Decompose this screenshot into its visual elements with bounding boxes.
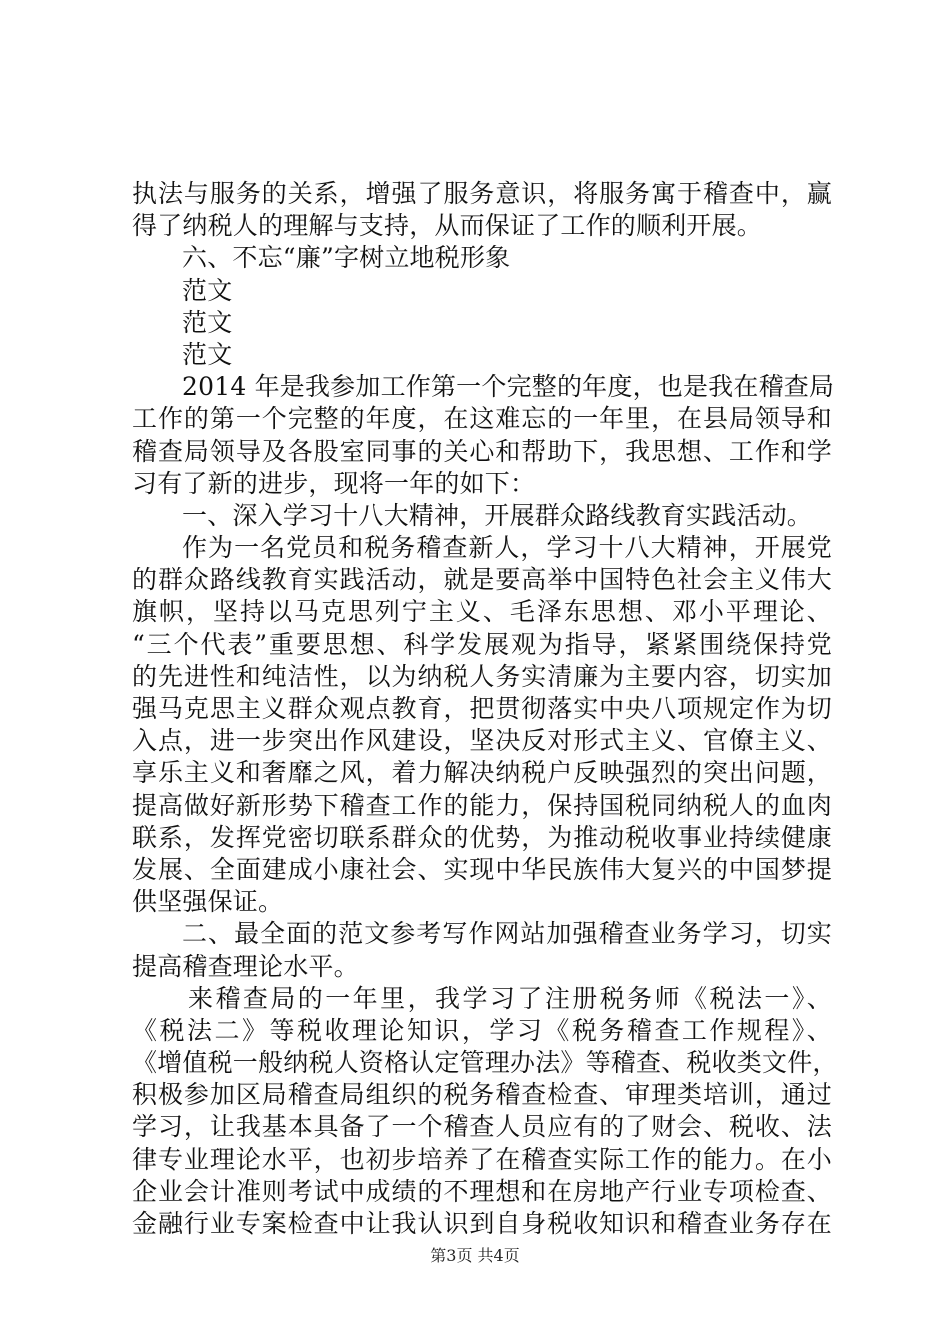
page-footer: 第3页 共4页	[430, 1246, 520, 1265]
text-line: 执法与服务的关系，增强了服务意识，将服务寓于稽查中，赢	[132, 179, 832, 208]
text-line: 范文	[182, 307, 233, 337]
body-text	[132, 178, 838, 1240]
text-line: 来稽查局的一年里，我学习了注册税务师《税法一》、	[188, 983, 832, 1013]
text-line: “三个代表”重要思想、科学发展观为指导，紧紧围绕保持党	[132, 629, 832, 659]
text-line: 律专业理论水平，也初步培养了在稽查实际工作的能力。在小	[132, 1144, 832, 1174]
text-line: 旗帜，坚持以马克思列宁主义、毛泽东思想、邓小平理论、	[132, 597, 832, 627]
text-line: 强马克思主义群众观点教育，把贯彻落实中央八项规定作为切	[132, 694, 832, 723]
text-line: 范文	[182, 339, 233, 369]
text-line: 提高稽查理论水平。	[132, 951, 359, 981]
text-line: 金融行业专案检查中让我认识到自身税收知识和稽查业务存在	[132, 1209, 832, 1238]
text-line: 享乐主义和奢靡之风，着力解决纳税户反映强烈的突出问题，	[132, 758, 832, 788]
text-line: 二、最全面的范文参考写作网站加强稽查业务学习，切实	[182, 919, 832, 949]
text-line: 联系，发挥党密切联系群众的优势，为推动税收事业持续健康	[132, 822, 832, 852]
text-line: 发展、全面建成小康社会、实现中华民族伟大复兴的中国梦提	[132, 854, 832, 884]
text-line: 工作的第一个完整的年度，在这难忘的一年里，在县局领导和	[132, 404, 832, 434]
text-line: 积极参加区局稽查局组织的税务稽查检查、审理类培训，通过	[132, 1080, 832, 1110]
text-line: 企业会计准则考试中成绩的不理想和在房地产行业专项检查、	[132, 1176, 832, 1206]
text-line: 得了纳税人的理解与支持，从而保证了工作的顺利开展。	[132, 211, 763, 241]
text-line: 《增值税一般纳税人资格认定管理办法》等稽查、税收类文件，	[132, 1048, 838, 1078]
text-line: 2014 年是我参加工作第一个完整的年度，也是我在稽查局	[182, 372, 835, 402]
text-line: 供坚强保证。	[132, 887, 284, 917]
text-line: 稽查局领导及各股室同事的关心和帮助下，我思想、工作和学	[132, 436, 832, 466]
text-line: 习有了新的进步，现将一年的如下：	[132, 468, 536, 498]
text-line: 提高做好新形势下稽查工作的能力，保持国税同纳税人的血肉	[132, 790, 832, 820]
text-line: 作为一名党员和税务稽查新人，学习十八大精神，开展党	[182, 533, 832, 563]
text-line: 入点，进一步突出作风建设，坚决反对形式主义、官僚主义、	[132, 726, 832, 756]
text-line: 学习，让我基本具备了一个稽查人员应有的了财会、税收、法	[132, 1112, 832, 1142]
text-line: 的先进性和纯洁性，以为纳税人务实清廉为主要内容，切实加	[132, 661, 832, 691]
text-line: 《税法二》等税收理论知识，学习《税务稽查工作规程》、	[132, 1015, 832, 1045]
text-line: 六、不忘“廉”字树立地税形象	[182, 243, 511, 273]
text-line: 一、深入学习十八大精神，开展群众路线教育实践活动。	[182, 500, 813, 530]
text-line: 范文	[182, 275, 233, 305]
text-line: 的群众路线教育实践活动，就是要高举中国特色社会主义伟大	[132, 565, 832, 595]
